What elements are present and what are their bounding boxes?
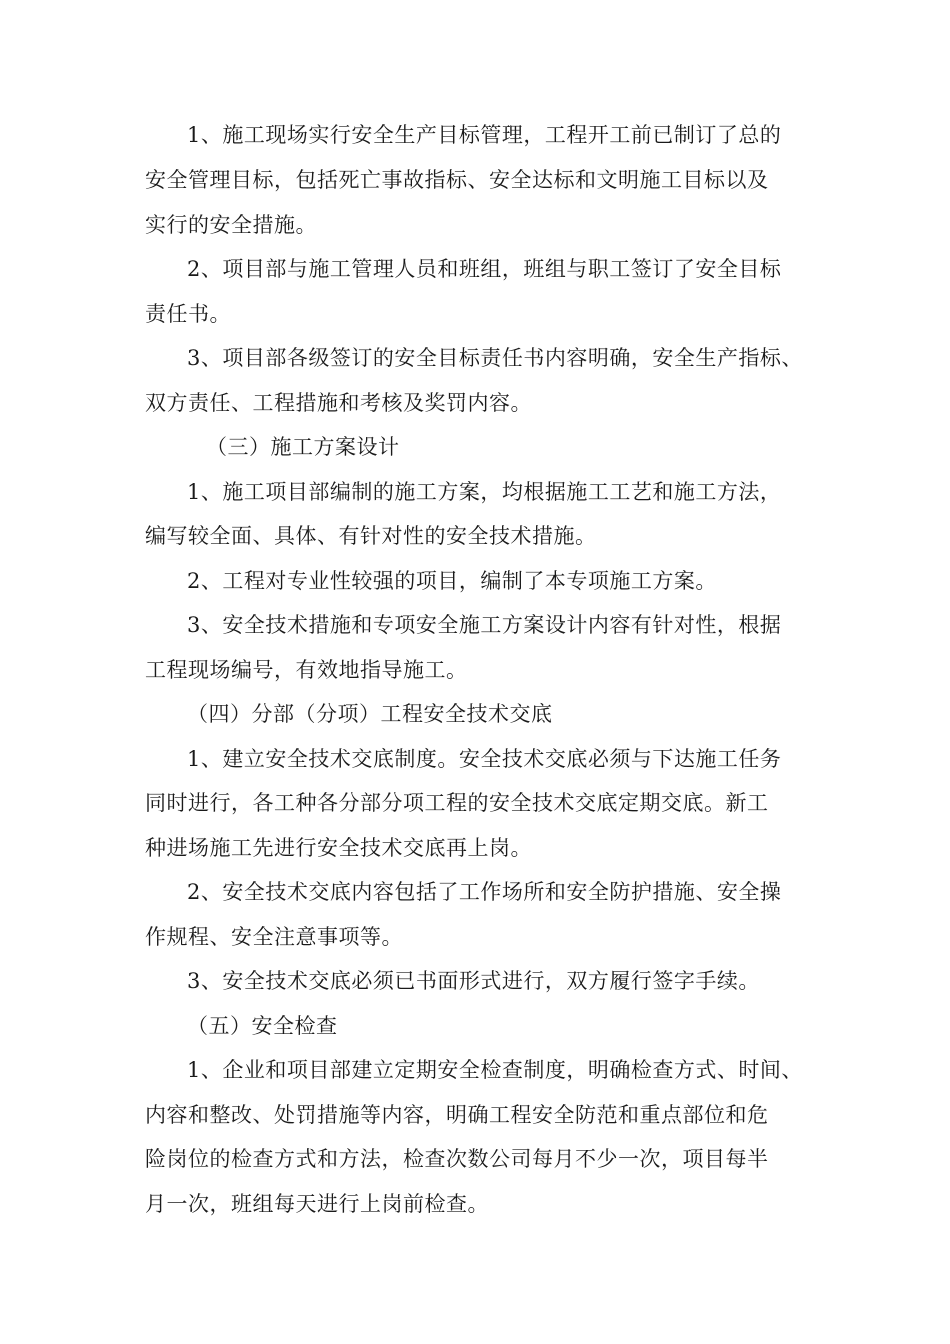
paragraph-9: 3、安全技术交底必须已书面形式进行，双方履行签字手续。	[187, 969, 760, 993]
paragraph-5: 2、工程对专业性较强的项目，编制了本专项施工方案。	[187, 569, 717, 593]
paragraph-1-line-1: 1、施工现场实行安全生产目标管理，工程开工前已制订了总的	[187, 123, 782, 147]
paragraph-4-line-2: 编写较全面、具体、有针对性的安全技术措施。	[145, 524, 597, 548]
paragraph-10-line-1: 1、企业和项目部建立定期安全检查制度，明确检查方式、时间、	[187, 1058, 803, 1082]
paragraph-2-line-2: 责任书。	[145, 302, 231, 326]
section-heading-5: （五）安全检查	[187, 1014, 338, 1038]
paragraph-3-line-2: 双方责任、工程措施和考核及奖罚内容。	[145, 391, 532, 415]
paragraph-7-line-3: 种进场施工先进行安全技术交底再上岗。	[145, 836, 532, 860]
paragraph-6-line-2: 工程现场编号，有效地指导施工。	[145, 658, 468, 682]
paragraph-10-line-4: 月一次，班组每天进行上岗前检查。	[145, 1192, 489, 1216]
paragraph-6-line-1: 3、安全技术措施和专项安全施工方案设计内容有针对性，根据	[187, 613, 782, 637]
paragraph-10-line-2: 内容和整改、处罚措施等内容，明确工程安全防范和重点部位和危	[145, 1103, 769, 1127]
section-heading-4: （四）分部（分项）工程安全技术交底	[187, 702, 553, 726]
paragraph-8-line-1: 2、安全技术交底内容包括了工作场所和安全防护措施、安全操	[187, 880, 782, 904]
paragraph-1-line-3: 实行的安全措施。	[145, 213, 317, 237]
paragraph-4-line-1: 1、施工项目部编制的施工方案，均根据施工工艺和施工方法，	[187, 480, 782, 504]
paragraph-7-line-2: 同时进行，各工种各分部分项工程的安全技术交底定期交底。新工	[145, 791, 769, 815]
paragraph-7-line-1: 1、建立安全技术交底制度。安全技术交底必须与下达施工任务	[187, 747, 782, 771]
paragraph-8-line-2: 作规程、安全注意事项等。	[145, 925, 403, 949]
paragraph-2-line-1: 2、项目部与施工管理人员和班组，班组与职工签订了安全目标	[187, 257, 782, 281]
paragraph-1-line-2: 安全管理目标，包括死亡事故指标、安全达标和文明施工目标以及	[145, 168, 769, 192]
paragraph-10-line-3: 险岗位的检查方式和方法，检查次数公司每月不少一次，项目每半	[145, 1147, 769, 1171]
section-heading-3: （三）施工方案设计	[206, 435, 400, 459]
paragraph-3-line-1: 3、项目部各级签订的安全目标责任书内容明确，安全生产指标、	[187, 346, 803, 370]
